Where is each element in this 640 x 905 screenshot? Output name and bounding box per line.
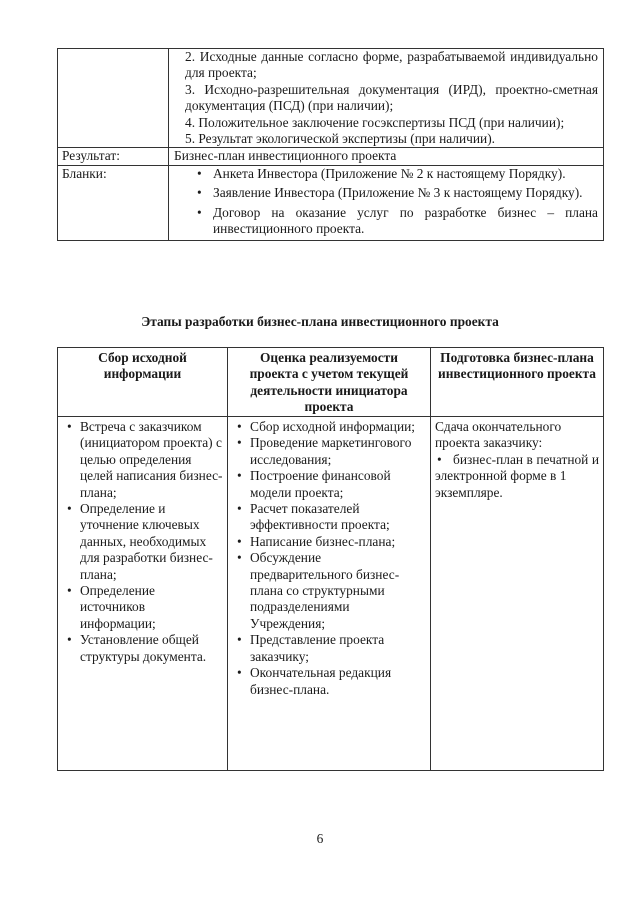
result-row	[58, 148, 604, 165]
assess-item: • Обсуждение предварительного бизнес-плана со структурными подразделениями Учреждения;	[250, 550, 426, 632]
form-item-questionnaire: • Анкета Инвестора (Приложение № 2 к настоящему Порядку).	[213, 166, 598, 182]
collect-cell	[58, 417, 228, 771]
page-number: 6	[316, 831, 324, 846]
collect-item: • Установление общей структуры документа.	[80, 632, 223, 665]
document-item-5: 5. Результат экологической экспертизы (при наличии).	[185, 131, 496, 147]
result-label: Результат:	[58, 148, 169, 165]
header-collect: Сбор исходной информации	[58, 348, 228, 417]
documents-cell	[169, 49, 604, 148]
assess-item: • Построение финансовой модели проекта;	[250, 468, 426, 501]
form-item-application: • Заявление Инвестора (Приложение № 3 к настоящему Порядку).	[213, 185, 598, 201]
result-value: Бизнес-план инвестиционного проекта	[169, 148, 604, 165]
document-item-3: 3. Исходно-разрешительная документация (ИРД), проектно-сметная документация (ПСД) (при наличии);	[185, 81, 598, 114]
collect-list	[62, 419, 223, 665]
stages-header-row	[58, 348, 604, 417]
documents-label-cell	[58, 49, 169, 148]
header-assess: Оценка реализуемости проекта с учетом текущей деятельности инициатора проекта	[228, 348, 431, 417]
documents-row	[58, 49, 604, 148]
assess-item: • Представление проекта заказчику;	[250, 632, 426, 665]
collect-item: • Определение источников информации;	[80, 583, 223, 632]
prepare-bullet-line: • бизнес-план в печатной и	[435, 452, 599, 468]
forms-cell	[169, 165, 604, 241]
assess-item: • Расчет показателей эффективности проекта;	[250, 501, 426, 534]
forms-row	[58, 165, 604, 241]
prepare-bullet-continuation: электронной форме в 1 экземпляре.	[435, 468, 567, 500]
assess-item: • Окончательная редакция бизнес-плана.	[250, 665, 426, 698]
document-item-4: 4. Положительное заключение госэкспертизы ПСД (при наличии);	[185, 114, 565, 130]
stages-body-row	[58, 417, 604, 771]
assess-cell	[228, 417, 431, 771]
prepare-cell	[431, 417, 604, 771]
assess-item: • Проведение маркетингового исследования;	[250, 435, 426, 468]
assess-list	[232, 419, 426, 698]
collect-item: • Встреча с заказчиком (инициатором проекта) с целью определения целей написания бизнес-плана;	[80, 419, 223, 501]
prepare-intro: Сдача окончательного проекта заказчику:	[435, 419, 562, 451]
form-item-contract: • Договор на оказание услуг по разработке бизнес – плана инвестиционного проекта.	[213, 205, 598, 238]
collect-item: • Определение и уточнение ключевых данных, необходимых для разработки бизнес-плана;	[80, 501, 223, 583]
documents-list	[174, 49, 598, 147]
stages-title: Этапы разработки бизнес-плана инвестиционного проекта	[141, 314, 499, 329]
document-item-2: 2. Исходные данные согласно форме, разрабатываемой индивидуально для проекта;	[185, 49, 598, 81]
header-prepare: Подготовка бизнес-плана инвестиционного проекта	[431, 348, 604, 417]
requirements-table	[57, 48, 604, 241]
assess-item: • Написание бизнес-плана;	[250, 534, 426, 550]
forms-list	[174, 166, 598, 238]
forms-label: Бланки:	[58, 165, 169, 241]
stages-table	[57, 347, 604, 771]
assess-item: • Сбор исходной информации;	[250, 419, 426, 435]
